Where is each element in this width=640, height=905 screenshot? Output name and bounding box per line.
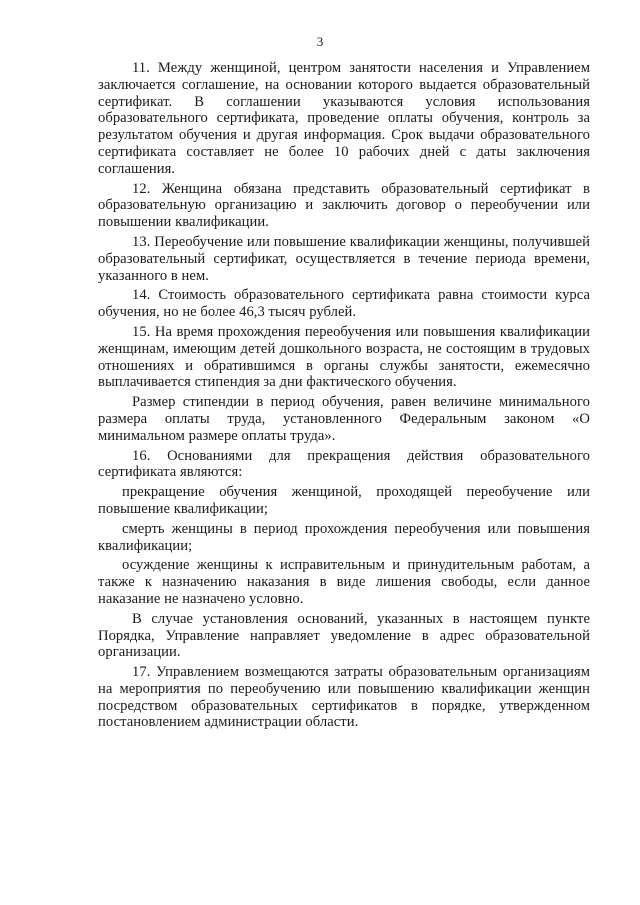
paragraph-notification: В случае установления оснований, указанных в настоящем пункте Порядка, Управление направляет уведомление в адрес образовательной организации. (98, 610, 590, 661)
paragraph-item-11: 11. Между женщиной, центром занятости населения и Управлением заключается соглашение, на основании которого выдается образовательный сертификат. В соглашении указываются условия использования образовательного сертификата, проведение оплаты обучения, контроль за результатом обучения и другая информация. Срок выдачи образовательного сертификата составляет не более 10 рабочих дней с даты заключения соглашения. (98, 60, 590, 177)
paragraph-item-17: 17. Управлением возмещаются затраты образовательным организациям на мероприятия по переобучению или повышению квалификации женщин посредством образовательных сертификатов в порядке, утвержденном постановлением администрации области. (98, 664, 590, 731)
paragraph-item-13: 13. Переобучение или повышение квалификации женщины, получившей образовательный сертификат, осуществляется в течение периода времени, указанного в нем. (98, 233, 590, 284)
list-item-death: смерть женщины в период прохождения переобучения или повышения квалификации; (98, 520, 590, 554)
paragraph-stipend-size: Размер стипендии в период обучения, равен величине минимального размера оплаты труда, установленного Федеральным законом «О минимальном размере оплаты труда». (98, 394, 590, 444)
list-item-termination-training: прекращение обучения женщиной, проходящей переобучение или повышение квалификации; (98, 484, 590, 517)
list-item-conviction: осуждение женщины к исправительным и принудительным работам, а также к назначению наказания в виде лишения свободы, если данное наказание не назначено условно. (98, 557, 590, 607)
paragraph-item-12: 12. Женщина обязана представить образовательный сертификат в образовательную организацию и заключить договор о переобучении или повышении квалификации. (98, 180, 590, 231)
paragraph-item-14: 14. Стоимость образовательного сертификата равна стоимости курса обучения, но не более 46,3 тысяч рублей. (98, 287, 590, 321)
page-number: 3 (316, 34, 324, 49)
paragraph-item-15: 15. На время прохождения переобучения или повышения квалификации женщинам, имеющим детей дошкольного возраста, не состоящим в трудовых отношениях и обратившимся в органы службы занятости, ежемесячно выплачивается стипендия за дни фактического обучения. (98, 323, 590, 391)
paragraph-item-16: 16. Основаниями для прекращения действия образовательного сертификата являются: (98, 447, 590, 481)
document-body (98, 60, 590, 734)
